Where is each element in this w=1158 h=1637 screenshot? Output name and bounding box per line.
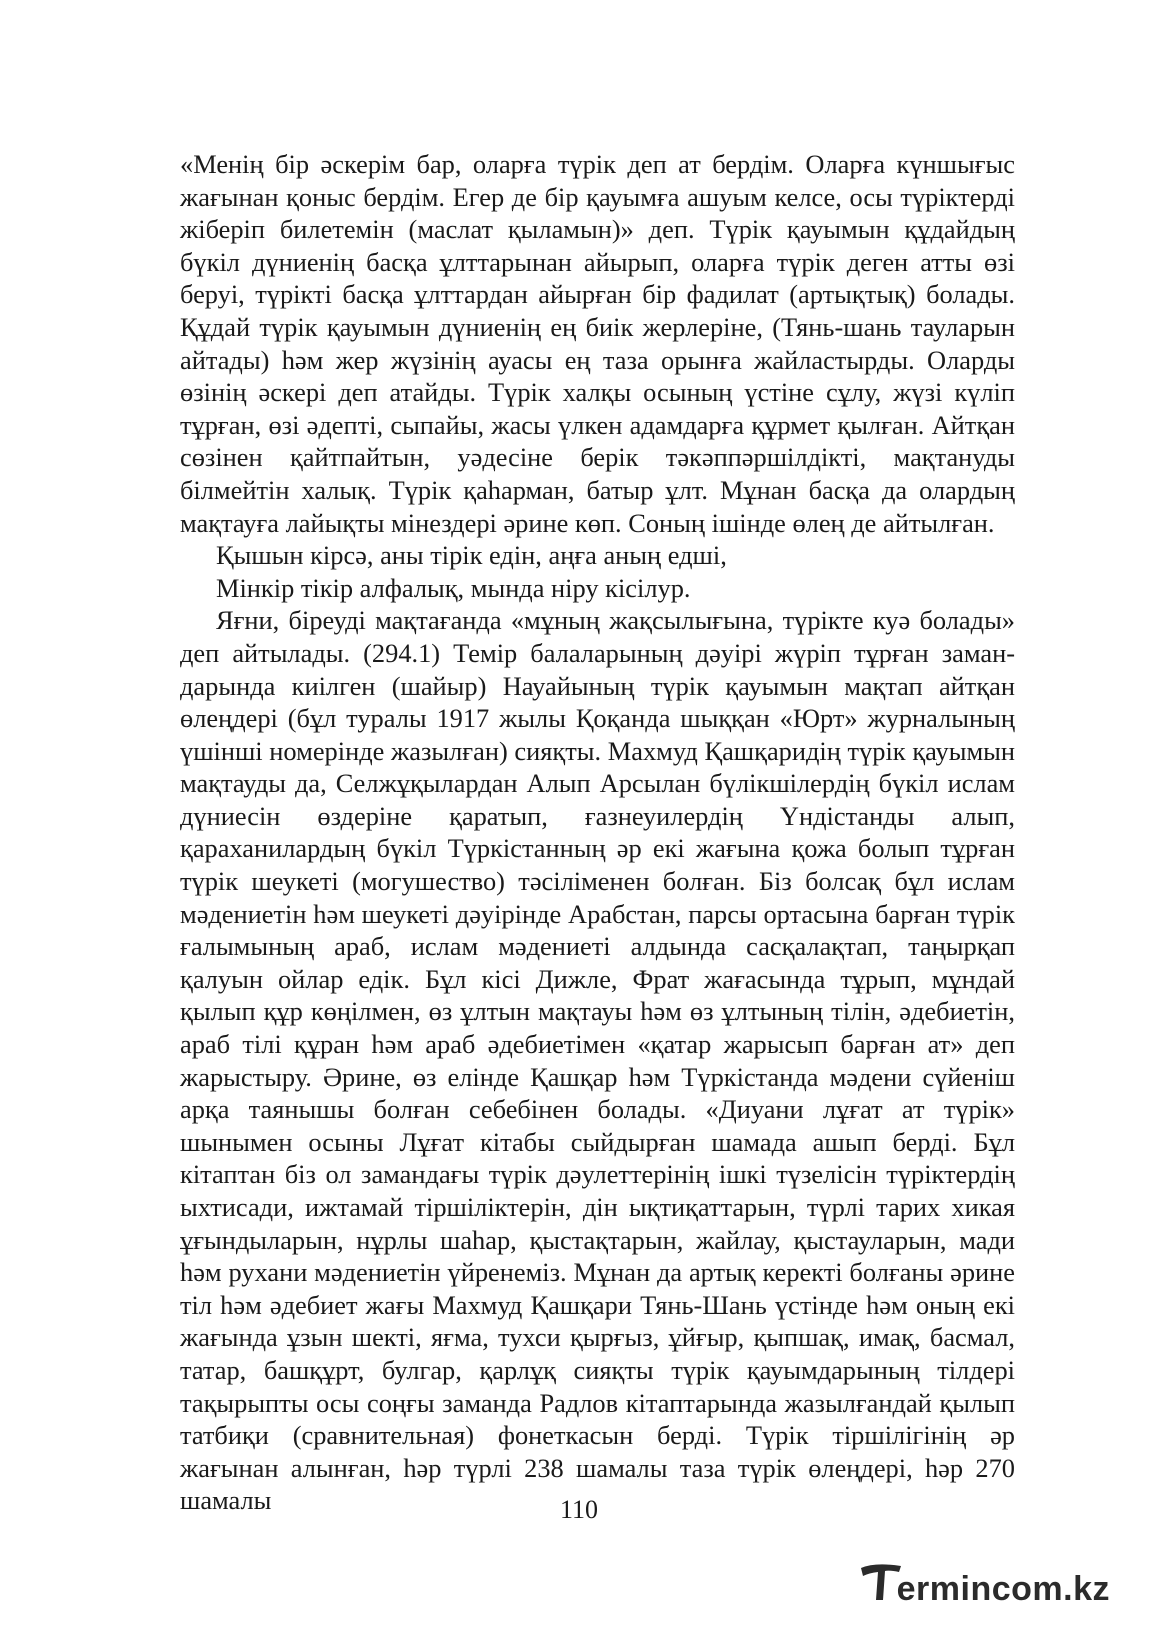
paragraph-1: «Менің бір әскерім бар, оларға түрік деп ат бердім. Оларға күншығыс жағынан қоныс бердім. Егер де бір қауымға ашуым келсе, осы түріктерді жіберіп билетемін (маслат қыламын)» деп. Түрік қауымын құдайдың бүкіл дүниенің басқа ұлттарынан айырып, оларға түрік деген атты өзі беруі, түрікті басқа ұлттардан айырған бір фадилат (артықтық) болады. Құдай түрік қауымын дүниенің ең биік жерлеріне, (Тянь-шань тауларын айтады) һәм жер жүзінің ауасы ең таза орынға жайластырды. Оларды өзінің әскері деп атайды. Түрік халқы осының үстіне сұлу, жүзі күліп тұрған, өзі әдепті, сыпайы, жасы үлкен адамдарға құрмет қылған. Айтқан сөзінен қайтпайтын, уәдесіне берік тәкәппәршілдікті, мақтануды білмейтін халық. Түрік қаһарман, батыр ұлт. Мұнан басқа да олардың мақтауға лайықты мінездері әрине көп. Соның ішінде өлең де айтылған. xyxy=(180,149,1015,538)
verse-line-1: Қышын кірсә, аны тірік едін, аңға аның едші, xyxy=(216,540,727,571)
verse-line-2: Мінкір тікір алфалық, мында ніру кісілур. xyxy=(216,572,691,603)
watermark-domain: .kz xyxy=(1063,1570,1110,1608)
watermark-text: ermincom xyxy=(896,1570,1064,1608)
page-body xyxy=(180,148,1015,1517)
terminco-logo-icon xyxy=(859,1560,903,1600)
page-number: 110 xyxy=(559,1495,599,1524)
site-watermark xyxy=(859,1560,1110,1609)
paragraph-2: Яғни, біреуді мақтағанда «мұның жақсылығына, түрікте куә болады» деп айтылады. (294.1) Темір балаларының дәуірі жүріп тұрған заман-дарында киілген (шайыр) Науайының түрік қауымын мақтап айтқан өлеңдері (бұл туралы 1917 жылы Қоқанда шыққан «Юрт» журналының үшінші номерінде жазылған) сияқты. Махмуд Қашқаридің түрік қауымын мақтауды да, Селжұқылардан Алып Арсылан бүлікшілердің бүкіл ислам дүниесін өздеріне қаратып, ғазнеуилердің Үндістанды алып, қараханилардың бүкіл Түркістанның әр екі жағына қожа болып тұрған түрік шеукеті (могушество) тәсіліменен болған. Біз болсақ бұл ислам мәдениетін һәм шеукеті дәуірінде Арабстан, парсы ортасына барған түрік ғалымының араб, ислам мәдениеті алдында сасқалақтап, таңырқап қалуын ойлар едік. Бұл кісі Дижле, Фрат жағасында тұрып, мұндай қылып құр көңілмен, өз ұлтын мақтауы һәм өз ұлтының тілін, әдебиетін, араб тілі құран һәм араб әдебиетімен «қатар жарысып барған ат» деп жарыстыру. Әрине, өз елінде Қашқар һәм Түркістанда мәдени сүйеніш арқа таянышы болған себебінен болады. «Диуани лұғат ат түрік» шынымен осыны Лұғат кітабы сыйдырған шамада ашып берді. Бұл кітаптан біз ол замандағы түрік дәулеттерінің ішкі түзелісін түріктердің ыхтисади, ижтамай тіршіліктерін, дін ықтиқаттарын, түрлі тарих хикая ұғындыларын, нұрлы шаһар, қыстақтарын, жайлау, қыстауларын, мади һәм рухани мәдениетін үйренеміз. Мұнан да артық керекті болғаны әрине тіл һәм әдебиет жағы Махмуд Қашқари Тянь-Шань үстінде һәм оның екі жағында ұзын шекті, яғма, тухси қырғыз, ұйғыр, қыпшақ, имақ, басмал, татар, башқұрт, булгар, қарлұқ сияқты түрік қауымдарының тілдері тақырыпты осы соңғы заманда Радлов кітаптарында жазылғандай қылып татбиқи (сравнительная) фонеткасын берді. Түрік тіршілігінің әр жағынан алынған, һәр түрлі 238 шамалы таза түрік өлеңдері, һәр 270 шамалы xyxy=(180,605,1015,1516)
